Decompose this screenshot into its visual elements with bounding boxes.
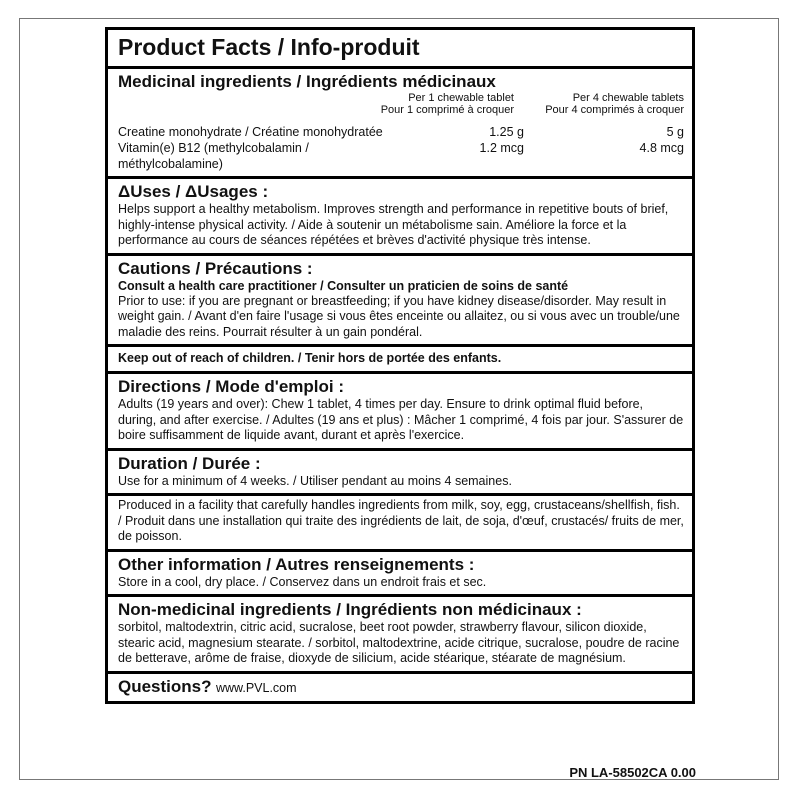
duration-section [108, 451, 692, 497]
col1-en: Per 1 chewable tablet [408, 92, 514, 104]
questions-url: www.PVL.com [215, 680, 297, 695]
ingredient-row [118, 124, 684, 140]
other-info-heading: Other information / Autres renseignements : [118, 554, 475, 574]
column-header [118, 92, 684, 104]
duration-heading: Duration / Durée : [118, 453, 261, 473]
keep-out-text: Keep out of reach of children. / Tenir hors de portée des enfants. [118, 351, 502, 365]
col1-fr: Pour 1 comprimé à croquer [380, 104, 514, 116]
cautions-section [108, 256, 692, 348]
part-number: PN LA-58502CA 0.00 [569, 765, 696, 780]
cautions-text: Prior to use: if you are pregnant or breastfeeding; if you have kidney disease/disorder. May result in weight gain. / Avant d'en faire l'usage si vous êtes enceinte ou allaitez, ou si vous avec un trouble/une maladie des reins. Pourrait résulter à un gain pondéral. [118, 293, 680, 339]
cautions-heading: Cautions / Précautions : [118, 258, 313, 278]
duration-text: Use for a minimum of 4 weeks. / Utiliser pendant au moins 4 semaines. [118, 473, 512, 488]
nonmedicinal-text: sorbitol, maltodextrin, citric acid, sucralose, beet root powder, strawberry flavour, silicon dioxide, stearic acid, magnesium stearate. / sorbitol, maltodextrine, acide citrique, sucralose, poudre de racine de betterave, arôme de fraise, dioxyde de silicium, acide stéarique, stéarate de magnésium. [118, 620, 680, 665]
directions-text: Adults (19 years and over): Chew 1 tablet, 4 times per day. Ensure to drink optimal fluid before, during, and after exercise. / Adultes (19 ans et plus) : Mâcher 1 comprimé, 4 fois par jour. S'assurer de boire suffisamment de liquide avant, durant et après l'exercice. [118, 397, 684, 442]
title-section [108, 30, 692, 69]
medicinal-heading: Medicinal ingredients / Ingrédients médicinaux [118, 72, 496, 91]
nonmedicinal-heading: Non-medicinal ingredients / Ingrédients non médicinaux : [118, 600, 582, 619]
nonmedicinal-section [108, 597, 692, 674]
col2-fr: Pour 4 comprimés à croquer [545, 104, 684, 116]
other-info-text: Store in a cool, dry place. / Conservez dans un endroit frais et sec. [118, 574, 487, 589]
ingredient-per1: 1.2 mcg [479, 141, 524, 155]
directions-heading: Directions / Mode d'emploi : [118, 377, 345, 396]
product-facts-panel [105, 27, 695, 704]
allergen-text: Produced in a facility that carefully handles ingredients from milk, soy, egg, crustaceans/shellfish, fish. / Produit dans une installation qui traite des ingrédients de lait, de soja, d'œuf, crustacés/ fruits de mer, de poisson. [118, 498, 684, 543]
questions-label: Questions? [118, 676, 212, 696]
medicinal-section [108, 69, 692, 179]
uses-text: Helps support a healthy metabolism. Improves strength and performance in repetitive bouts of brief, highly-intense physical activity. / Aide à soutenir un métabolisme sain. Améliore la force et la performance au cours de séances répétées et brèves d'activité physique très intense. [118, 202, 669, 247]
uses-heading: ΔUses / ΔUsages : [118, 182, 269, 201]
ingredient-per1: 1.25 g [489, 125, 524, 139]
keep-out-section [108, 347, 692, 374]
cautions-subheading: Consult a health care practitioner / Consulter un praticien de soins de santé [118, 278, 569, 293]
allergen-section [108, 496, 692, 552]
col2-en: Per 4 chewable tablets [572, 92, 684, 104]
ingredient-per4: 5 g [666, 125, 684, 139]
other-info-section [108, 552, 692, 598]
questions-section [108, 674, 692, 701]
column-header [118, 104, 684, 116]
uses-section [108, 179, 692, 256]
ingredient-name: Creatine monohydrate / Créatine monohydratée [118, 125, 383, 139]
ingredient-row [118, 140, 684, 172]
ingredient-per4: 4.8 mcg [639, 141, 684, 155]
panel-title: Product Facts / Info-produit [118, 34, 420, 60]
directions-section [108, 374, 692, 451]
ingredient-name: Vitamin(e) B12 (methylcobalamin / méthylcobalamine) [118, 141, 309, 171]
